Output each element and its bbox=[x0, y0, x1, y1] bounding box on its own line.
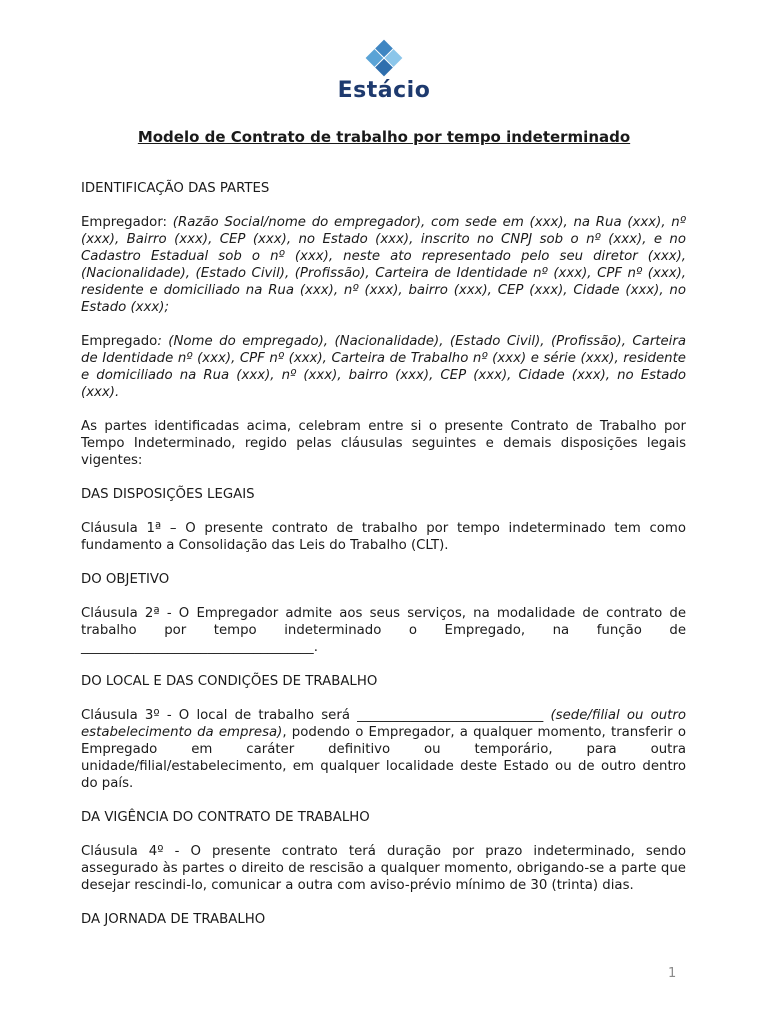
heading-disposicoes: DAS DISPOSIÇÕES LEGAIS bbox=[81, 487, 255, 502]
clausula-3-end: , podendo o Empregador, a qualquer momento, transferir o Empregado em caráter definitivo ou temporário, para outra unidade/filial/estabelecimento, em qualquer localidade deste Estado ou de outro dentro do país. bbox=[81, 725, 686, 791]
document-title bbox=[0, 128, 768, 146]
clausula-4: Cláusula 4º - O presente contrato terá duração por prazo indeterminado, sendo assegurado às partes o direito de rescisão a qualquer momento, obrigando-se a parte que desejar rescindi-lo, comunicar a outra com aviso-prévio mínimo de 30 (trinta) dias. bbox=[81, 844, 686, 893]
document-body bbox=[81, 180, 686, 945]
logo bbox=[0, 38, 768, 103]
paragraph-partes: As partes identificadas acima, celebram entre si o presente Contrato de Trabalho por Tempo Indeterminado, regido pelas cláusulas seguintes e demais disposições legais vigentes: bbox=[81, 419, 686, 468]
empregador-text: (Razão Social/nome do empregador), com sede em (xxx), na Rua (xxx), nº (xxx), Bairro (xxx), CEP (xxx), no Estado (xxx), inscrito no CNPJ sob o nº (xxx), e no Cadastro Estadual sob o nº (xxx), neste ato representado pelo seu diretor (xxx), (Nacionalidade), (Estado Civil), (Profissão), Carteira de Identidade nº (xxx), CPF nº (xxx), residente e domiciliado na Rua (xxx), nº (xxx), bairro (xxx), CEP (xxx), Cidade (xxx), no Estado (xxx); bbox=[81, 215, 686, 315]
heading-jornada: DA JORNADA DE TRABALHO bbox=[81, 912, 266, 927]
clausula-3-start: Cláusula 3º - O local de trabalho será ____________________________ bbox=[81, 708, 551, 723]
estacio-logo-icon bbox=[364, 38, 404, 78]
heading-identificacao: IDENTIFICAÇÃO DAS PARTES bbox=[81, 181, 270, 196]
heading-local: DO LOCAL E DAS CONDIÇÕES DE TRABALHO bbox=[81, 674, 378, 689]
clausula-1: Cláusula 1ª – O presente contrato de trabalho por tempo indeterminado tem como fundamento a Consolidação das Leis do Trabalho (CLT). bbox=[81, 521, 686, 553]
heading-objetivo: DO OBJETIVO bbox=[81, 572, 170, 587]
heading-vigencia: DA VIGÊNCIA DO CONTRATO DE TRABALHO bbox=[81, 810, 370, 825]
clausula-3 bbox=[81, 707, 686, 792]
paragraph-empregado bbox=[81, 333, 686, 401]
paragraph-empregador bbox=[81, 214, 686, 316]
title-text: Modelo de Contrato de trabalho por tempo indeterminado bbox=[137, 128, 631, 146]
clausula-2: Cláusula 2ª - O Empregador admite aos seus serviços, na modalidade de contrato de trabalho por tempo indeterminado o Empregado, na função de ___________________________________. bbox=[81, 606, 686, 655]
logo-text: Estácio bbox=[337, 78, 431, 103]
clausula-3-italic: (sede/filial ou outro estabelecimento da empresa) bbox=[81, 708, 686, 740]
empregado-text: : (Nome do empregado), (Nacionalidade), (Estado Civil), (Profissão), Carteira de Identidade nº (xxx), CPF nº (xxx), Carteira de Trabalho nº (xxx) e série (xxx), residente e domiciliado na Rua (xxx), nº (xxx), bairro (xxx), CEP (xxx), Cidade (xxx), no Estado (xxx). bbox=[81, 334, 686, 400]
empregador-label: Empregador: bbox=[81, 215, 173, 230]
empregado-label: Empregado bbox=[81, 334, 158, 349]
page-number: 1 bbox=[668, 966, 677, 981]
